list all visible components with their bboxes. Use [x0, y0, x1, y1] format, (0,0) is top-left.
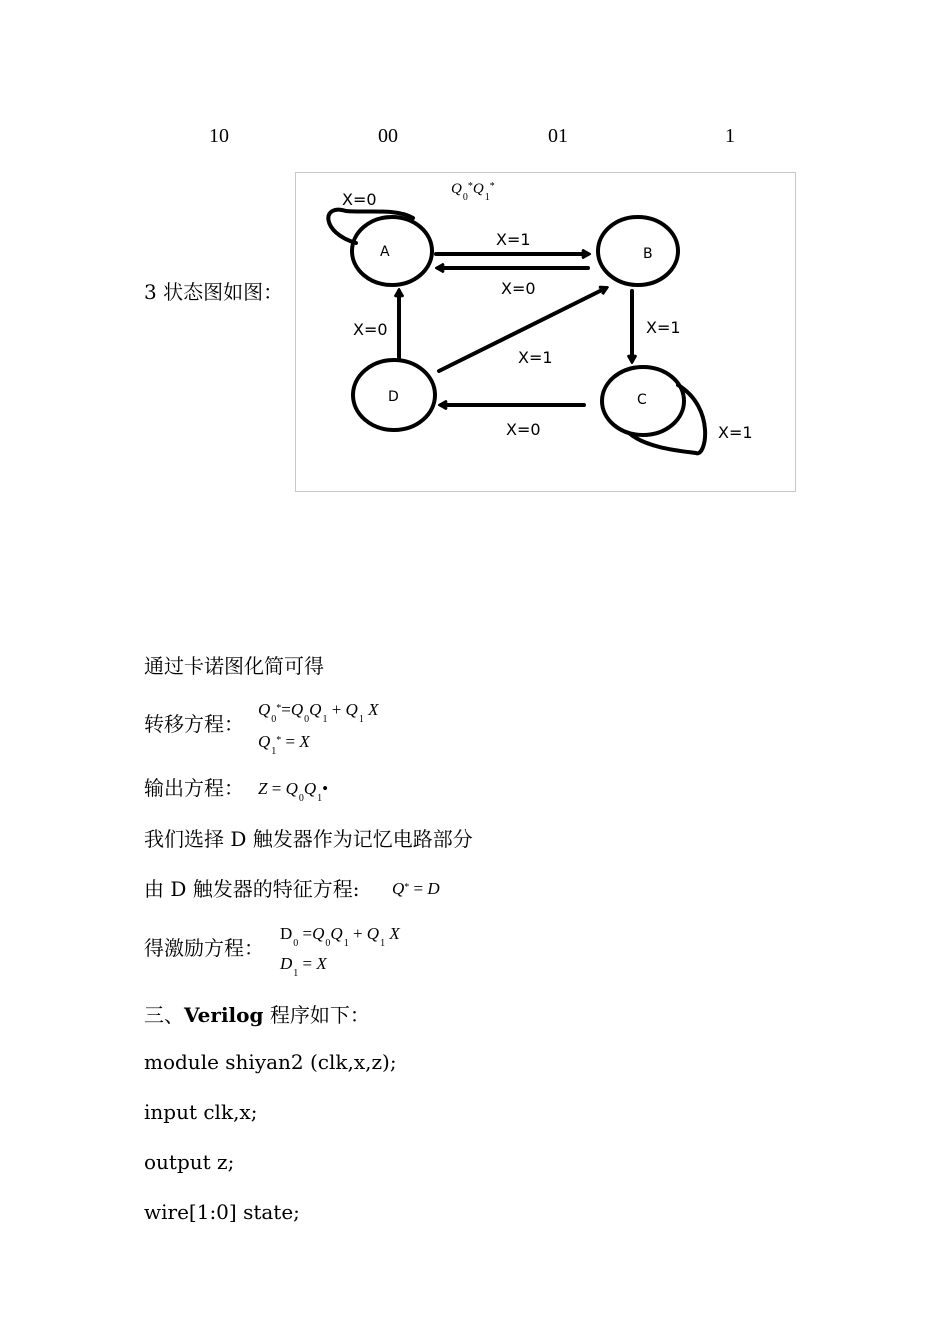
diagram-header-formula: [451, 181, 495, 203]
hf-q1-sup: *: [489, 181, 495, 192]
output-label: 输出方程：: [144, 776, 244, 800]
code-line-2: input clk,x;: [144, 1100, 258, 1124]
char-eq: Q* = D: [392, 879, 440, 898]
code-line-3: output z;: [144, 1150, 235, 1174]
label-b-a: X=0: [501, 279, 536, 298]
hf-q0-sup: *: [467, 181, 473, 192]
output-eq: $Z = Q_0Q_1•$: [258, 779, 329, 804]
code-line-4: wire[1:0] state;: [144, 1200, 300, 1224]
kmap-line: 通过卡诺图化简可得: [144, 654, 324, 678]
label-c-d: X=0: [506, 420, 541, 439]
state-diagram-svg: [296, 173, 795, 491]
top-label-10: 10: [209, 125, 229, 147]
char-label: 由 D 触发器的特征方程:: [144, 877, 360, 901]
top-label-1: 1: [725, 125, 735, 147]
state-b-node: [598, 217, 678, 285]
state-diagram: [295, 172, 796, 492]
section-heading: [144, 999, 370, 1028]
label-b-c: X=1: [646, 318, 681, 337]
hf-q0: Q: [451, 181, 462, 197]
hf-q1-sub: 1: [484, 192, 490, 203]
section-prefix: 三、: [144, 1003, 184, 1027]
code-line-1: module shiyan2 (clk,x,z);: [144, 1050, 397, 1074]
excite-eq-2: $D_1 = X$: [280, 954, 327, 979]
excite-label: 得激励方程：: [144, 936, 264, 960]
label-a-b: X=1: [496, 230, 531, 249]
top-label-01: 01: [548, 125, 568, 147]
label-d-b: X=1: [518, 348, 553, 367]
label-d-a: X=0: [353, 320, 388, 339]
transfer-eq-1: $Q_0^*=Q_0Q_1 + Q_1$ X: [258, 700, 379, 725]
top-label-00: 00: [378, 125, 398, 147]
state-a-node: [352, 217, 432, 285]
transfer-label: 转移方程：: [144, 712, 244, 736]
transfer-eq-2: $Q_1^* = X$: [258, 732, 310, 757]
state-b-label: B: [643, 246, 653, 262]
excite-eq-1: $D_0 =Q_0Q_1 + Q_1$ X: [280, 924, 400, 949]
section-suffix: 程序如下：: [263, 1003, 370, 1027]
state-diagram-caption: 3 状态图如图：: [144, 280, 284, 304]
hf-q1: Q: [472, 181, 484, 197]
state-c-label: C: [637, 392, 647, 408]
state-a-label: A: [380, 244, 390, 260]
hf-q0-sub: 0: [462, 192, 468, 203]
state-d-label: D: [388, 389, 399, 405]
label-a-a: X=0: [342, 190, 377, 209]
section-bold: Verilog: [184, 1003, 264, 1027]
choose-line: 我们选择 D 触发器作为记忆电路部分: [144, 827, 473, 851]
transition-a-a: [328, 210, 413, 243]
label-c-c: X=1: [718, 423, 753, 442]
